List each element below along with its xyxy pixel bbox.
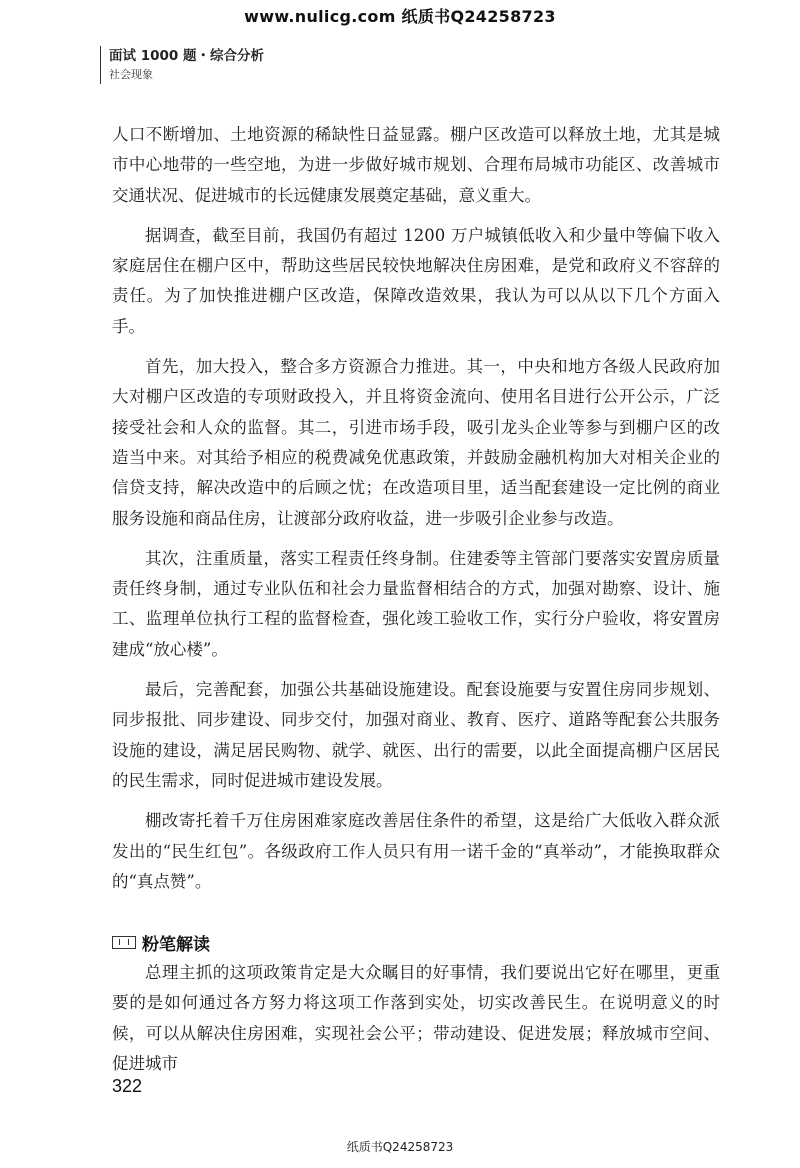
header-subtitle: 社会现象 [109,68,153,81]
paragraph: 最后，完善配套，加强公共基础设施建设。配套设施要与安置住房同步规划、同步报批、同步建设、同步交付，加强对商业、教育、医疗、道路等配套公共服务设施的建设，满足居民购物、就学、就医、出行的需要，以此全面提高棚户区居民的民生需求，同时促进城市建设发展。 [112,680,720,790]
running-header [100,46,264,84]
section-body [112,958,720,1079]
header-title: 面试 1000 题・综合分析 [109,48,264,64]
watermark-top: www.nulicg.com 纸质书Q24258723 [244,7,556,26]
paragraph: 人口不断增加、土地资源的稀缺性日益显露。棚户区改造可以释放土地，尤其是城市中心地带的一些空地，为进一步做好城市规划、合理布局城市功能区、改善城市交通状况、促进城市的长远健康发展奠定基础，意义重大。 [112,125,720,205]
section-paragraph: 总理主抓的这项政策肯定是大众瞩目的好事情，我们要说出它好在哪里，更重要的是如何通过各方努力将这项工作落到实处，切实改善民生。在说明意义的时候，可以从解决住房困难，实现社会公平；带动建设、促进发展；释放城市空间、促进城市 [112,963,720,1073]
body-text [112,120,720,907]
paragraph: 其次，注重质量，落实工程责任终身制。住建委等主管部门要落实安置房质量责任终身制，通过专业队伍和社会力量监督相结合的方式，加强对勘察、设计、施工、监理单位执行工程的监督检查，强化竣工验收工作，实行分户验收，将安置房建成“放心楼”。 [112,548,720,659]
watermark-bottom: 纸质书Q24258723 [346,1140,454,1154]
paragraph: 据调查，截至目前，我国仍有超过 1200 万户城镇低收入和少量中等偏下收入家庭居住在棚户区中，帮助这些居民较快地解决住房困难，是党和政府义不容辞的责任。为了加快推进棚户区改造，保障改造效果，我认为可以从以下几个方面入手。 [112,225,720,336]
paragraph: 棚改寄托着千万住房困难家庭改善居住条件的希望，这是给广大低收入群众派发出的“民生红包”。各级政府工作人员只有用一诺千金的“真举动”，才能换取群众的“真点赞”。 [112,811,720,891]
section-title: 粉笔解读 [142,935,210,955]
chalk-icon [112,936,136,949]
section-heading [112,930,210,955]
paragraph: 首先，加大投入，整合多方资源合力推进。其一，中央和地方各级人民政府加大对棚户区改造的专项财政投入，并且将资金流向、使用名目进行公开公示，广泛接受社会和人众的监督。其二，引进市场手段，吸引龙头企业等参与到棚户区的改造当中来。对其给予相应的税费减免优惠政策，并鼓励金融机构加大对相关企业的信贷支持，解决改造中的后顾之忧；在改造项目里，适当配套建设一定比例的商业服务设施和商品住房，让渡部分政府收益，进一步吸引企业参与改造。 [112,357,720,528]
page-number: 322 [112,1076,143,1096]
